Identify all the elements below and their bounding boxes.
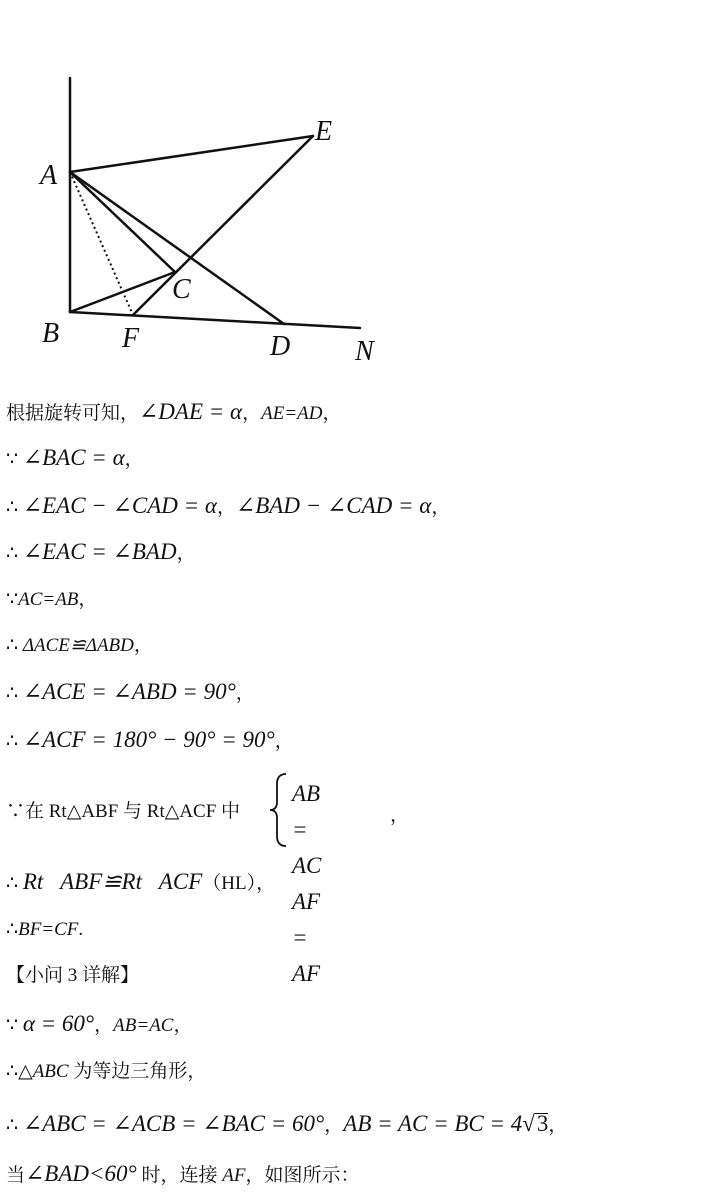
solution-line-3: ∴ ∠EAC − ∠CAD = α，∠BAD − ∠CAD = α，	[6, 493, 451, 518]
solution-line-2: ∵ ∠BAC = α，	[6, 445, 144, 470]
label-D: D	[270, 331, 291, 362]
solution-line-5: ∵AC=AB，	[6, 589, 98, 610]
solution-line-1: 根据旋转可知，∠DAE = α，AE=AD，	[6, 399, 342, 424]
solution-line-14: ∴△ABC 为等边三角形，	[6, 1061, 207, 1082]
solution-line-11: ∴BF=CF.	[6, 919, 84, 940]
solution-line-7: ∴ ∠ACE = ∠ABD = 90°，	[6, 679, 255, 704]
solution-line-15: ∴ ∠ABC = ∠ACB = ∠BAC = 60°，AB = AC = BC = 4√3，	[6, 1111, 568, 1136]
label-N: N	[355, 336, 374, 367]
system-equations	[292, 776, 321, 992]
segment-BN	[70, 312, 360, 328]
solution-line-4: ∴ ∠EAC = ∠BAD，	[6, 539, 196, 564]
system-eq-1: AB = AC	[292, 781, 322, 878]
label-A: A	[40, 160, 58, 191]
solution-line-10: ∴ Rt ABF≌Rt ACF（HL），	[6, 869, 276, 894]
label-B: B	[42, 318, 60, 349]
segment-AE	[70, 136, 313, 172]
segment-AC	[70, 172, 175, 272]
left-brace-icon	[268, 772, 290, 848]
solution-line-8: ∴ ∠ACF = 180° − 90° = 90°，	[6, 727, 294, 752]
segment-FE	[133, 136, 313, 315]
solution-line-13: ∵ α = 60°，AB=AC，	[6, 1011, 193, 1036]
label-E: E	[315, 116, 333, 147]
label-C: C	[172, 274, 191, 305]
geometry-figure	[0, 60, 420, 380]
system-eq-2: AF = AF	[292, 889, 321, 986]
system-lead: ∵在 Rt△ABF 与 Rt△ACF 中	[6, 801, 241, 822]
section-heading-part3: 【小问 3 详解】	[6, 965, 140, 986]
solution-line-6: ∴ ΔACE≌ΔABD，	[6, 635, 153, 656]
label-F: F	[122, 323, 140, 354]
sqrt-radical: √	[522, 1111, 535, 1136]
solution-line-16: 当∠BAD<60° 时，连接 AF，如图所示：	[6, 1161, 360, 1186]
